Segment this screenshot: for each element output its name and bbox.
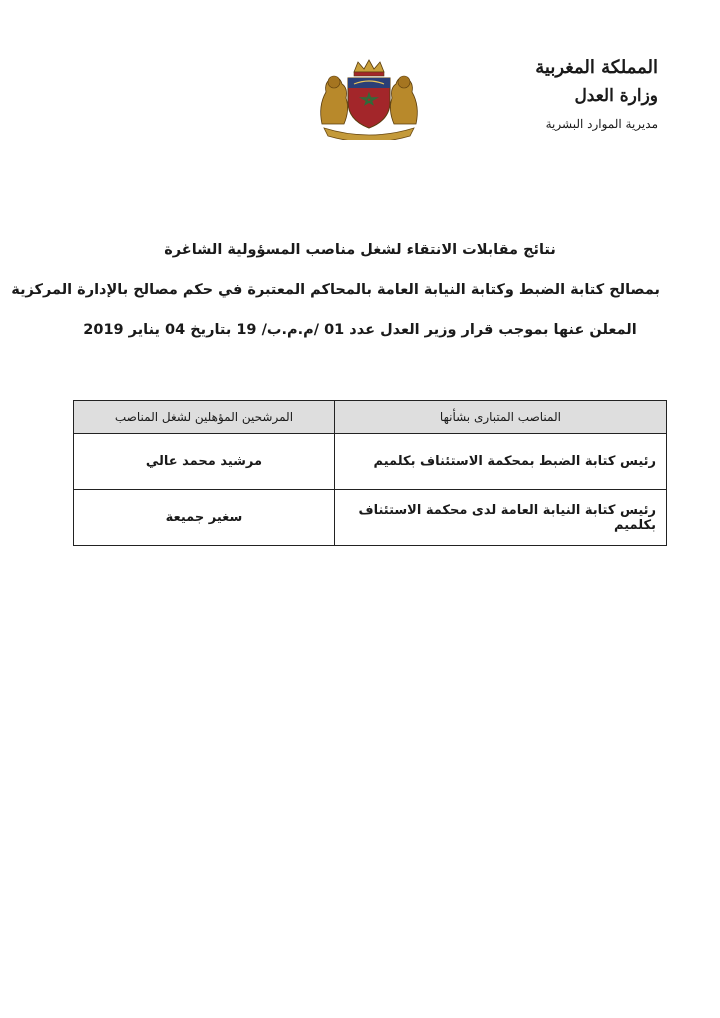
position-cell: رئيس كتابة الضبط بمحكمة الاستئناف بكلميم: [334, 434, 666, 490]
candidate-cell: مرشيد محمد عالي: [74, 434, 335, 490]
title-line-3: المعلن عنها بموجب قرار وزير العدل عدد 01 /م.م.ب/ 19 بتاريخ 04 يناير 2019: [83, 322, 637, 338]
candidate-cell: سغير جميعة: [74, 490, 335, 546]
title-line-1: نتائج مقابلات الانتقاء لشغل مناصب المسؤولية الشاغرة: [164, 242, 556, 258]
results-table: [73, 400, 667, 546]
table-row: [74, 434, 667, 490]
header-positions: المناصب المتبارى بشأنها: [334, 401, 666, 434]
table-header-row: [74, 401, 667, 434]
position-cell: رئيس كتابة النيابة العامة لدى محكمة الاستئناف بكلميم: [334, 490, 666, 546]
title-line-2: بمصالح كتابة الضبط وكتابة النيابة العامة بالمحاكم المعتبرة في حكم مصالح بالإدارة المركزية: [11, 282, 660, 298]
kingdom-name: المملكة المغربية: [535, 57, 658, 78]
morocco-coat-of-arms-icon: [314, 58, 424, 140]
ministry-header: [458, 54, 658, 138]
table-row: [74, 490, 667, 546]
document-title: [11, 230, 660, 350]
directorate-name: مديرية الموارد البشرية: [545, 117, 658, 131]
ministry-name: وزارة العدل: [574, 86, 658, 106]
header-candidates: المرشحين المؤهلين لشغل المناصب: [74, 401, 335, 434]
